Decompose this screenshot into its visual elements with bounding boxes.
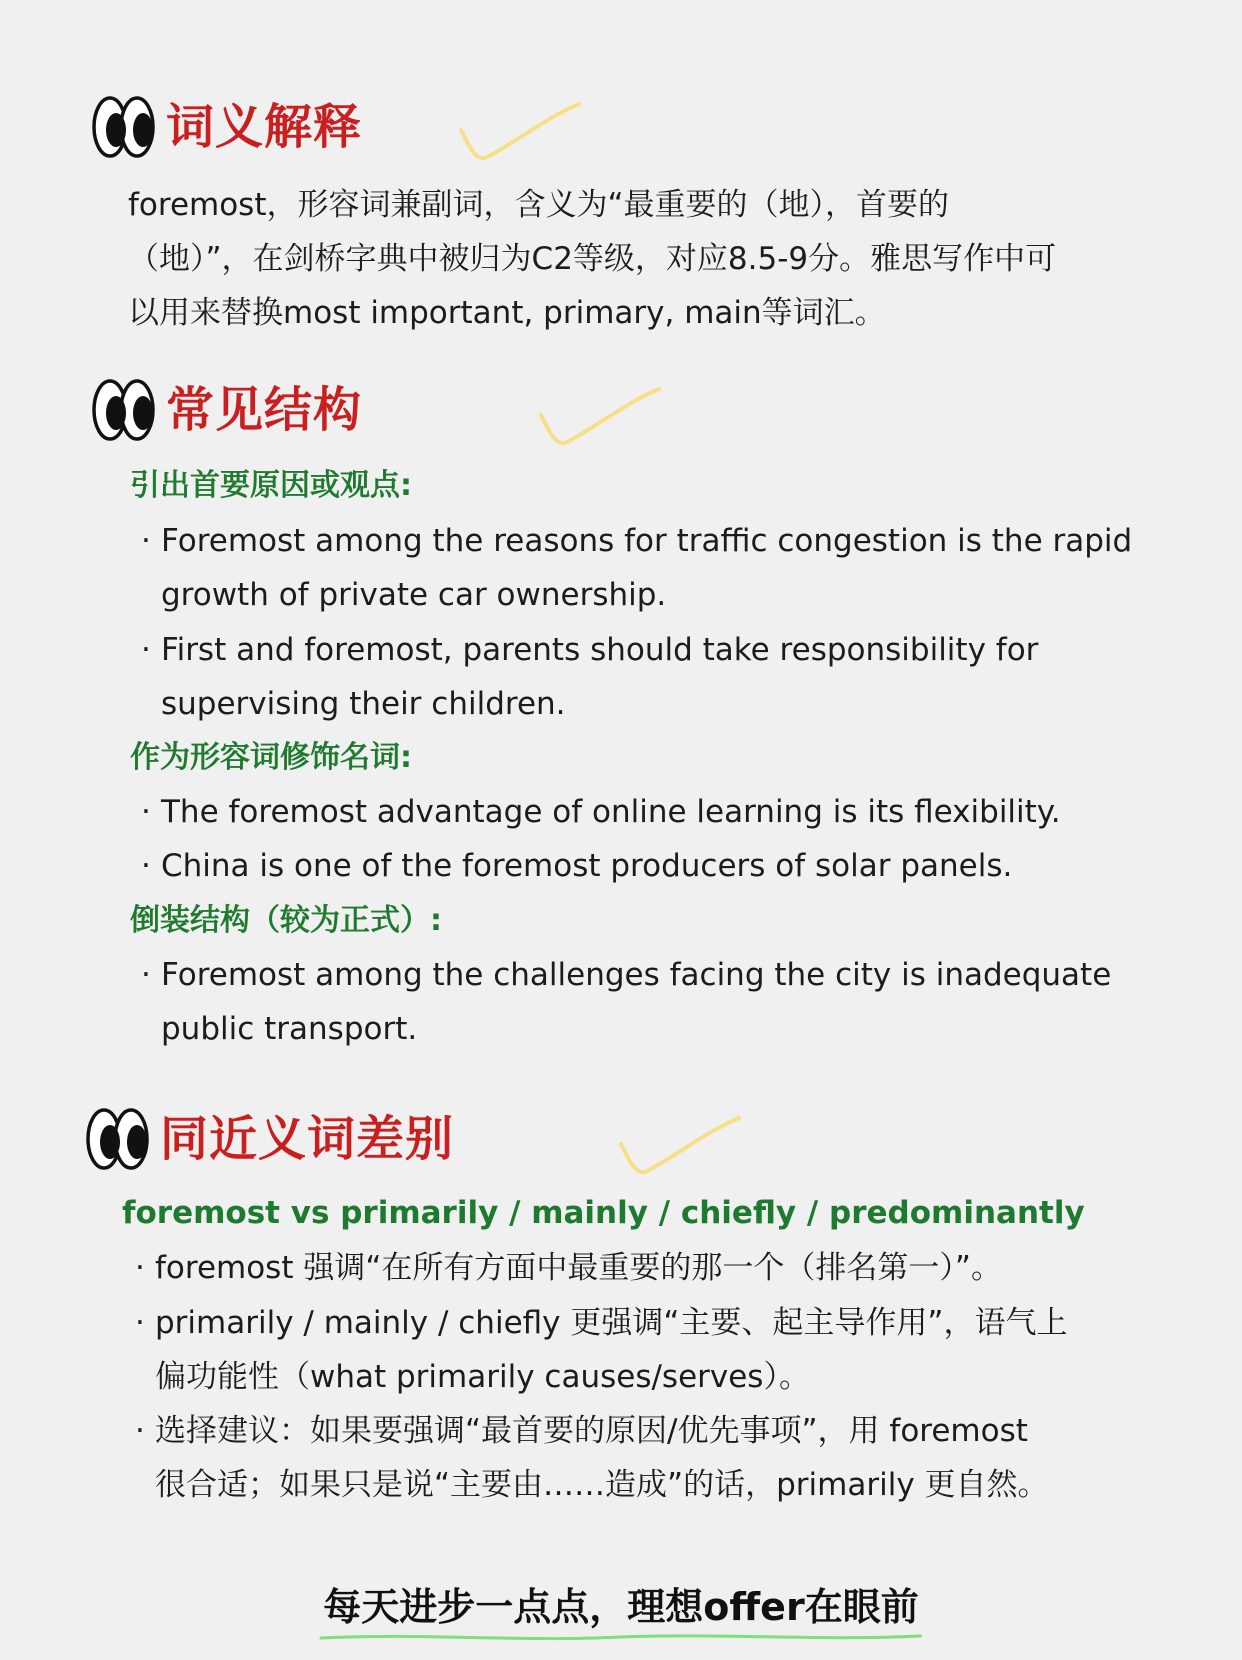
section-title: 常见结构: [166, 382, 363, 438]
comparison-heading: foremost vs primarily / mainly / chiefly / predominantly: [122, 1195, 1085, 1231]
checkmark-icon: [535, 383, 665, 453]
list-item: · Foremost among the challenges facing the city is inadequate public transport.: [141, 957, 1112, 1047]
group-heading: 作为形容词修饰名词:: [130, 740, 412, 775]
eyes-icon: [90, 375, 160, 445]
underline-decoration: [319, 1629, 922, 1645]
paragraph-line: （地）”，在剑桥字典中被归为C2等级，对应8.5-9分。雅思写作中可: [128, 241, 1057, 277]
group-heading: 倒装结构（较为正式）:: [130, 903, 442, 938]
paragraph-line: foremost，形容词兼副词，含义为“最重要的（地），首要的: [128, 187, 950, 223]
section-title: 同近义词差别: [160, 1111, 455, 1167]
section-heading-meaning: [90, 92, 362, 162]
group-heading: 引出首要原因或观点:: [130, 468, 412, 503]
list-item: · Foremost among the reasons for traffic congestion is the rapid growth of private car ownership.: [141, 523, 1133, 613]
list-item: · primarily / mainly / chiefly 更强调“主要、起主导作用”，语气上 偏功能性（what primarily causes/serves）。: [135, 1305, 1068, 1395]
eyes-icon: [84, 1104, 154, 1174]
footer-text: 每天进步一点点，理想offer在眼前: [323, 1576, 918, 1637]
checkmark-icon: [455, 98, 585, 168]
paragraph-line: 以用来替换most important, primary, main等词汇。: [128, 295, 886, 331]
section-title: 词义解释: [166, 99, 363, 155]
list-item: · First and foremost, parents should take responsibility for supervising their children.: [141, 632, 1039, 722]
section-heading-structures: [90, 375, 362, 445]
list-item: · China is one of the foremost producers of solar panels.: [141, 848, 1013, 884]
section-heading-synonyms: [84, 1104, 454, 1174]
meaning-paragraph: [128, 178, 1128, 340]
checkmark-icon: [615, 1112, 745, 1182]
eyes-icon: [90, 92, 160, 162]
list-item: · The foremost advantage of online learning is its flexibility.: [141, 794, 1061, 830]
list-item: · foremost 强调“在所有方面中最重要的那一个（排名第一）”。: [135, 1250, 1002, 1286]
footer-slogan: [0, 1576, 1242, 1637]
list-item: · 选择建议：如果要强调“最首要的原因/优先事项”，用 foremost 很合适；如果只是说“主要由……造成”的话，primarily 更自然。: [135, 1413, 1049, 1503]
